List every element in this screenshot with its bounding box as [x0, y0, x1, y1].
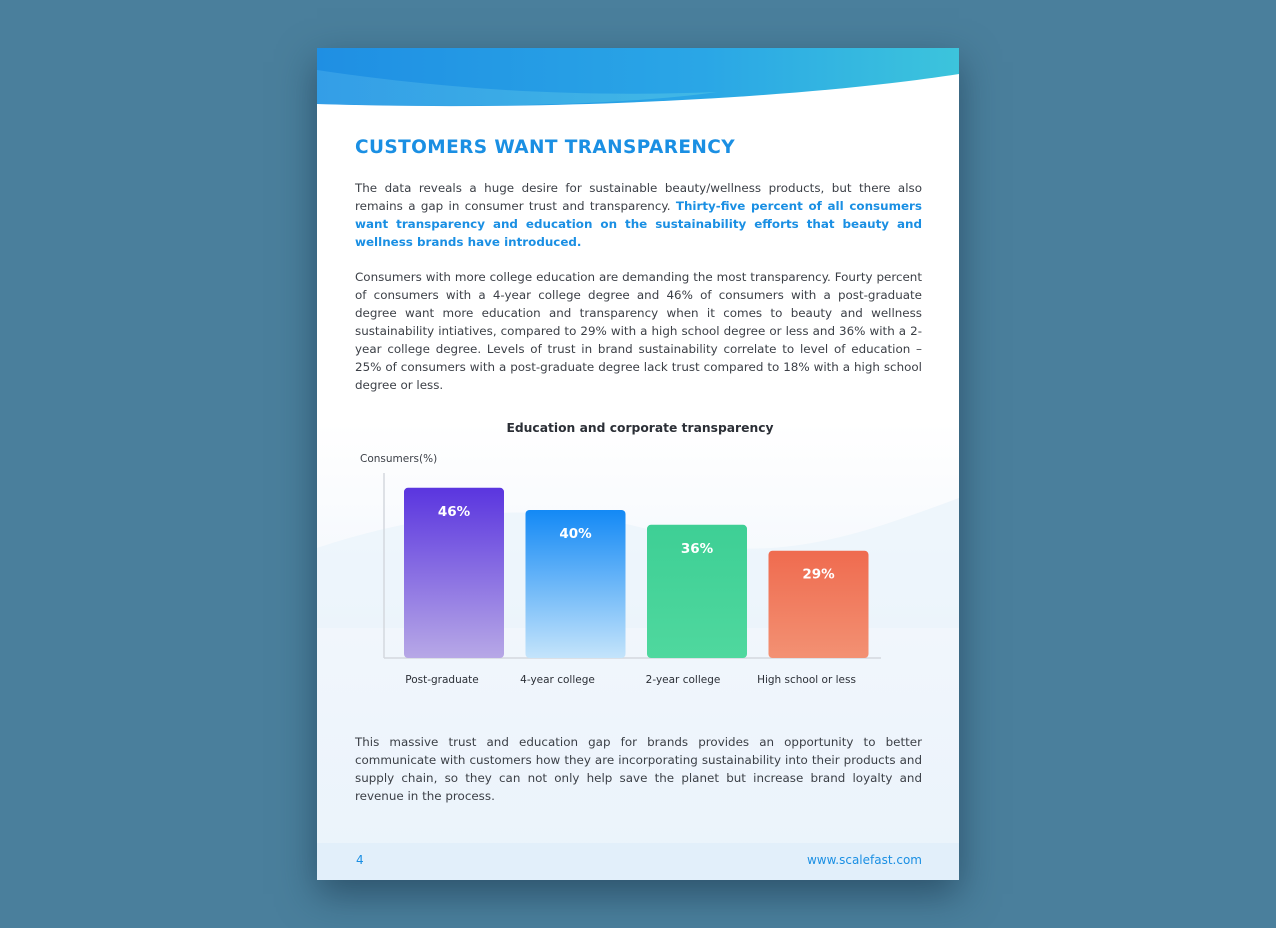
bar-chart [317, 443, 959, 703]
bar-value-label: 29% [802, 566, 835, 583]
closing-paragraph: This massive trust and education gap for brands provides an opportunity to better communicate with customers how they are incorporating sustainability into their products and supply chain, so they can not only help save the planet but increase brand loyalty and revenue in the process. [355, 735, 922, 803]
page-number: 4 [356, 853, 364, 867]
document-page [317, 48, 959, 880]
page-footer [317, 843, 959, 880]
website-link[interactable]: www.scalefast.com [806, 853, 922, 867]
bar-value-label: 46% [437, 503, 471, 520]
x-tick-label: High school or less [757, 674, 856, 686]
bar-value-label: 36% [680, 540, 714, 557]
education-paragraph: Consumers with more college education are demanding the most transparency. Fourty percent of consumers with a 4-year college degree and 46% of consumers with a post-graduate degree want more education and transparency when it comes to beauty and wellness sustainability intiatives, compared to 29% with a high school degree or less and 36% with a 2-year college degree. Levels of trust in brand sustainability correlate to level of education – 25% of consumers with a post-graduate degree lack trust compared to 18% with a high school degree or less. [355, 270, 922, 392]
x-tick-label: Post-graduate [405, 674, 479, 686]
x-tick-label: 4-year college [520, 674, 595, 686]
bar-value-label: 40% [559, 526, 592, 542]
page-heading: CUSTOMERS WANT TRANSPARENCY [355, 137, 736, 158]
chart-title: Education and corporate transparency [506, 421, 774, 435]
intro-paragraph [355, 179, 922, 251]
y-axis-label: Consumers(%) [360, 453, 438, 465]
intro-highlight: Thirty-five percent of all consumers want transparency and education on the sustainability efforts that beauty and wellness brands have introduced. [355, 199, 922, 249]
intro-text: The data reveals a huge desire for sustainable beauty/wellness products, but there also remains a gap in consumer trust and transparency. [355, 181, 922, 213]
x-tick-label: 2-year college [645, 674, 721, 686]
header-wave-decoration [317, 48, 959, 118]
